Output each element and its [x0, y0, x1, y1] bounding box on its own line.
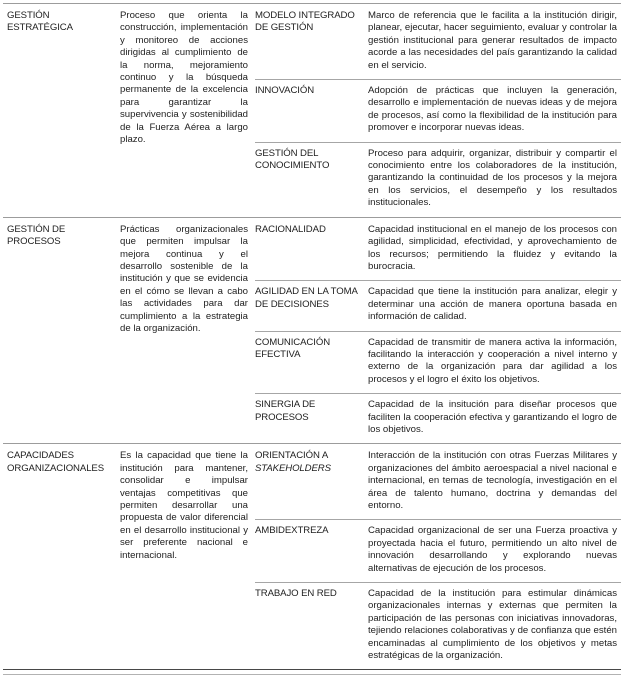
section-definition: Prácticas organizacionales que permiten impulsar la mejora continua y el desarrollo sostenible de la institución y que se evidencia en el cómo se llevan a cabo las actividades para dar cumplimiento a la estrategia de la organización.	[120, 223, 248, 334]
subterm: AGILIDAD EN LA TOMA DE DECISIONES	[255, 286, 358, 310]
subterm-definition: Marco de referencia que le facilita a la institución dirigir, planear, ejecutar, hacer seguimiento, evaluar y controlar la gestión institucional para generar resultados de impacto acorde a las necesidades del país garantizando la calidad en el servicio.	[368, 10, 617, 71]
subterm-definition: Capacidad organizacional de ser una Fuerza proactiva y proyectada hacia el futuro, permitiendo un alto nivel de innovación desarrollando y explorando nuevas alternativas de ejecución de los procesos.	[368, 525, 617, 574]
subterm-definition: Interacción de la institución con otras Fuerzas Militares y organizaciones del ámbito aeroespacial a nivel nacional e internacional, en temas de tecnología, investigación en el área de talento humano, doctrina y demandas del entorno.	[368, 450, 617, 511]
section-definition: Proceso que orienta la construcción, implementación y monitoreo de acciones dirigidas al cumplimiento de la norma, mejoramiento continuo y la búsqueda permanente de la excelencia para garantizar la supervivencia y sostenibilidad de la Fuerza Aérea a largo plazo.	[120, 10, 248, 146]
subrow-gestion-conocimiento	[255, 142, 621, 217]
subtable	[255, 444, 621, 669]
subterm: AMBIDEXTREZA	[255, 525, 329, 537]
subtable	[255, 4, 621, 217]
subterm-definition: Capacidad institucional en el manejo de los procesos con agilidad, simplicidad, efectividad, y aprovechamiento de los recursos; permitiendo la fluidez y evitando la burocracia.	[368, 223, 617, 272]
subrow-agilidad-toma-decisiones	[255, 280, 621, 330]
subterm-definition: Capacidad de la institución para estimular dinámicas organizacionales internas y externas que permiten la participación de las personas con iniciativas innovadoras, tejiendo relaciones colaborativas y de confianza que estén encaminadas al cumplimiento de los objetivos y metas estratégicas de la organización.	[368, 588, 617, 662]
subterm-definition: Capacidad que tiene la institución para analizar, elegir y determinar una acción de manera oportuna basada en información de calidad.	[368, 286, 617, 323]
subterm: INNOVACIÓN	[255, 85, 315, 97]
subrow-comunicacion-efectiva	[255, 331, 621, 394]
section-term: GESTIÓN DE PROCESOS	[7, 223, 66, 248]
subterm-text: ORIENTACIÓN A	[255, 450, 329, 462]
subrow-orientacion-stakeholders	[255, 444, 621, 519]
subterm-definition: Capacidad de la insitución para diseñar procesos que faciliten la cooperación efectiva y garantizando el logro de los objetivos.	[368, 399, 617, 435]
section-gestion-estrategica	[3, 4, 621, 217]
section-definition: Es la capacidad que tiene la institución para mantener, consolidar e impulsar ventajas competitivas que permiten desarrollar una propuesta de valor diferencial en el desarrollo institucional y ser preferente nacional e internacional.	[120, 450, 248, 561]
definitions-table	[3, 3, 621, 669]
subrow-ambidextreza	[255, 519, 621, 582]
subterm-italic-text: STAKEHOLDERS	[255, 462, 331, 474]
subterm: TRABAJO EN RED	[255, 588, 337, 600]
section-term: GESTIÓN ESTRATÉGICA	[7, 10, 73, 34]
subterm-definition: Proceso para adquirir, organizar, distribuir y compartir el conocimiento entre los colaboradores de la institución, garantizando la continuidad de los procesos y la mejora en los servicios, el desempeño y los resultados institucionales.	[368, 147, 617, 209]
subrow-racionalidad	[255, 218, 621, 281]
subterm: GESTIÓN DEL CONOCIMIENTO	[255, 147, 330, 172]
subrow-sinergia-de-procesos	[255, 393, 621, 443]
section-term: CAPACIDADES ORGANIZACIONALES	[7, 450, 105, 474]
subterm: SINERGIA DE PROCESOS	[255, 399, 316, 423]
subterm: MODELO INTEGRADO DE GESTIÓN	[255, 10, 355, 34]
subterm-definition: Adopción de prácticas que incluyen la generación, desarrollo e implementación de nuevas ideas y de mejora de procesos, así como la flexibilidad de la institución para promover e incorporar nuevas ideas.	[368, 85, 617, 134]
subterm: COMUNICACIÓN EFECTIVA	[255, 336, 331, 360]
subterm	[255, 450, 361, 512]
subrow-innovacion	[255, 79, 621, 142]
section-capacidades-organizacionales	[3, 443, 621, 669]
table-bottom-rule-dark	[3, 669, 621, 670]
subtable	[255, 218, 621, 444]
section-gestion-de-procesos	[3, 217, 621, 444]
subrow-modelo-integrado	[255, 4, 621, 79]
subterm: RACIONALIDAD	[255, 223, 326, 235]
subrow-trabajo-en-red	[255, 582, 621, 669]
subterm-definition: Capacidad de transmitir de manera activa la información, facilitando la interacción y cooperación a nivel interno y externo de la organización para dar agilidad a los procesos y el logro el éxito los objetivos.	[368, 336, 617, 385]
